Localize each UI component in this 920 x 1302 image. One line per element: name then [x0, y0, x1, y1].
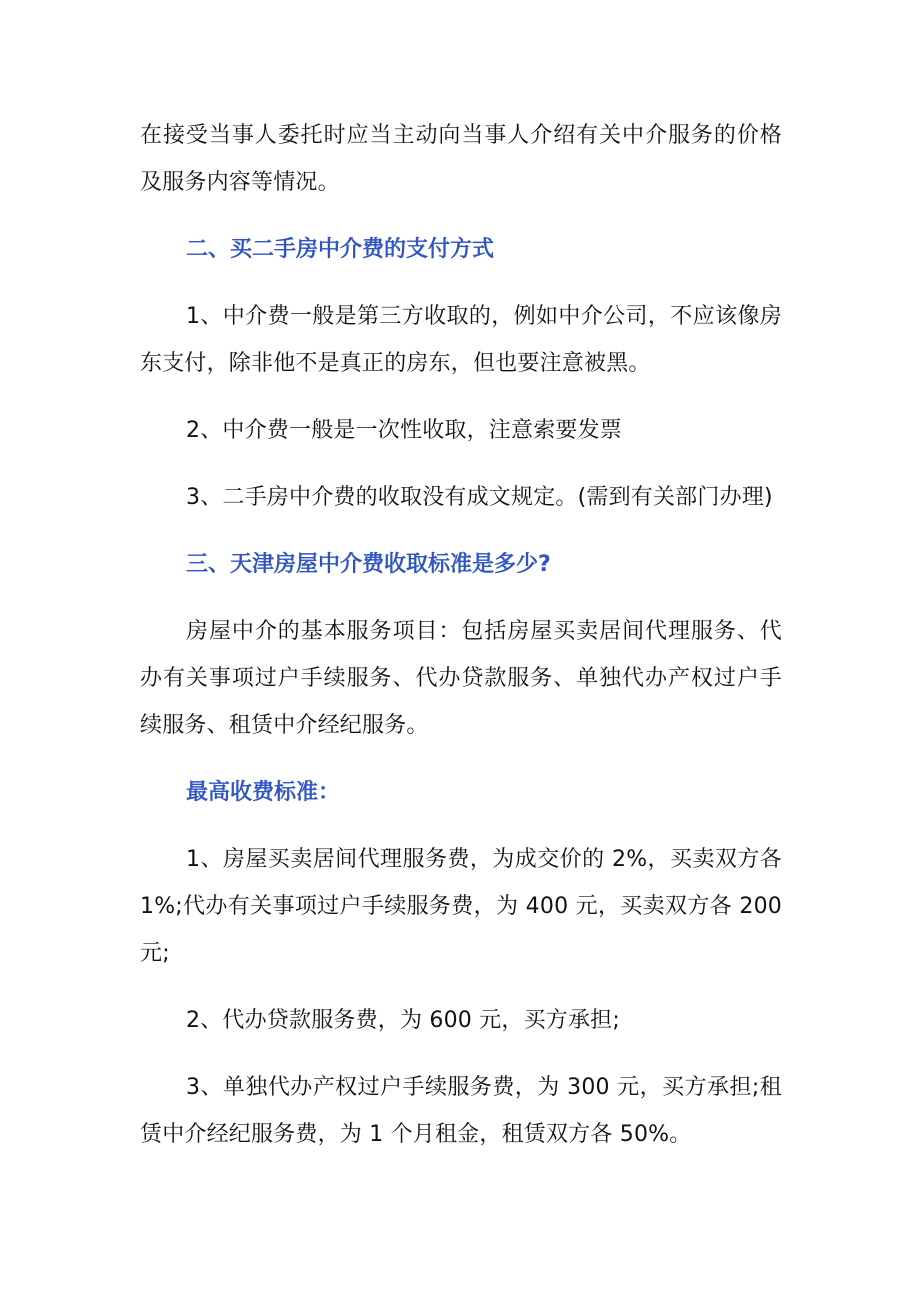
heading-tianjin-standard: 三、天津房屋中介费收取标准是多少?	[186, 552, 551, 577]
paragraph-fee-2: 2、代办贷款服务费，为 600 元，买方承担;	[186, 1008, 620, 1033]
paragraph-fee-1: 1、房屋买卖居间代理服务费，为成交价的 2%，买卖双方各 1%;代办有关事项过户手续服务费，为 400 元，买卖双方各 200 元;	[140, 847, 782, 966]
paragraph-payment-2: 2、中介费一般是一次性收取，注意索要发票	[186, 418, 622, 443]
paragraph-payment-1: 1、中介费一般是第三方收取的，例如中介公司，不应该像房东支付，除非他不是真正的房东，但也要注意被黑。	[140, 304, 782, 376]
paragraph-intro: 在接受当事人委托时应当主动向当事人介绍有关中介服务的价格及服务内容等情况。	[140, 123, 782, 195]
paragraph-payment-3: 3、二手房中介费的收取没有成文规定。(需到有关部门办理)	[186, 485, 773, 510]
document-body	[140, 112, 782, 1158]
paragraph-fee-3: 3、单独代办产权过户手续服务费，为 300 元，买方承担;租赁中介经纪服务费，为 1 个月租金，租赁双方各 50%。	[140, 1075, 782, 1147]
paragraph-basic-services: 房屋中介的基本服务项目：包括房屋买卖居间代理服务、代办有关事项过户手续服务、代办贷款服务、单独代办产权过户手续服务、租赁中介经纪服务。	[140, 619, 782, 738]
heading-payment-method: 二、买二手房中介费的支付方式	[186, 237, 495, 262]
heading-max-fee: 最高收费标准：	[186, 780, 341, 805]
